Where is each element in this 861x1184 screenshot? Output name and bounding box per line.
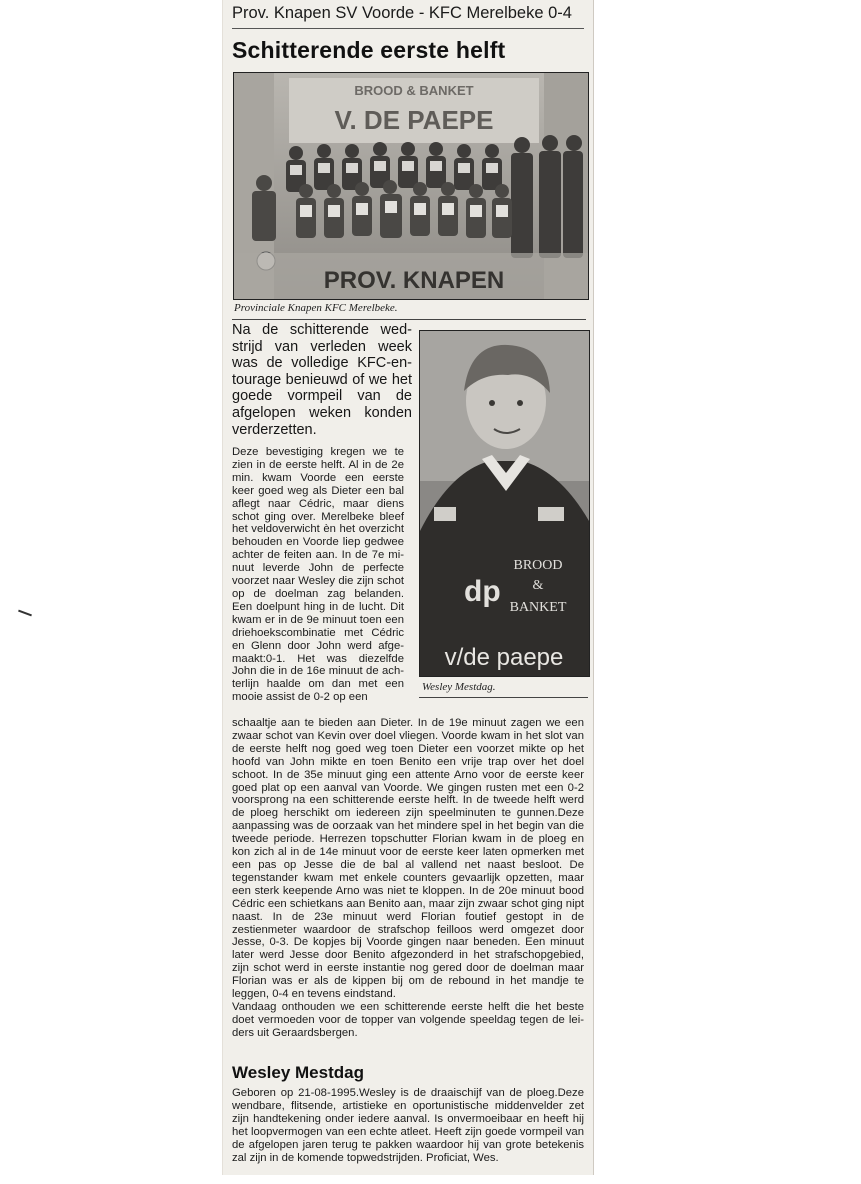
body-full-width xyxy=(232,717,584,1040)
team-photo-caption: Provinciale Knapen KFC Merelbeke. xyxy=(234,302,398,314)
closing-paragraph: Vandaag onthouden we een schitterende eerste helft die het beste doet vermoeden voor de topper van volgende speeldag tegen de leiders uit Geraardsbergen. xyxy=(232,1000,584,1039)
player-photo-caption: Wesley Mestdag. xyxy=(422,681,496,693)
body-column-text: Deze bevestiging kregen we te zien in de eerste helft. Al in de 2e min. kwam Voorde een eerste keer goed weg als Dieter een bal aflegt naar Cédric, maar diens schot ging over. Merelbeke bleef het veldoverwicht èn het overzicht behouden en Voorde liep gedwee achter de feiten aan. In de 7e minuut leverde John de perfecte voorzet naar Wesley die zijn schot op de doelman zag belanden. Een doelpunt hing in de lucht. Dit kwam er in de 9e minuut toen een driehoekscombinatie met Cédric en Glenn door John werd afgemaakt:0-1. Het was diezelfde John die in de 16e minuut de achterlijn haalde om dan met een mooie assist de 0-2 op een xyxy=(232,446,404,704)
profile-title: Wesley Mestdag xyxy=(232,1063,364,1082)
photo-bottom-text: PROV. KNAPEN xyxy=(323,267,505,294)
header-rule xyxy=(232,28,584,29)
caption-rule xyxy=(232,319,586,320)
shirt-text2: & xyxy=(532,578,544,593)
player-photo xyxy=(419,330,590,677)
article-header: Prov. Knapen SV Voorde - KFC Merelbeke 0-4 xyxy=(232,4,572,22)
lead-paragraph: Na de schitterende wedstrijd van verleden week was de volledige KFC-entourage benieuwd of we het goede vormpeil van de afgelopen weken konden verderzetten. xyxy=(232,322,412,438)
shirt-logo: dp xyxy=(464,575,501,608)
banner-line2: V. DE PAEPE xyxy=(334,105,494,135)
profile-text: Geboren op 21-08-1995.Wesley is de draaischijf van de ploeg.Deze wendbare, flitsende, artistieke en oportunistische middenvelder zet zijn handtekening onder iedere aanval. Is onvermoeibaar en heeft hij het loopvermogen van een echte atleet. Heeft zijn goede vormpeil van de afgelopen jaren terug te pakken waardoor hij van grote betekenis zal zijn in de komende topwedstrijden. Proficiat, Wes. xyxy=(232,1087,584,1164)
team-photo xyxy=(233,72,589,300)
shirt-text1: BROOD xyxy=(513,558,563,573)
player-photo-graphic xyxy=(420,331,589,676)
shirt-text3: BANKET xyxy=(509,600,567,615)
team-photo-graphic xyxy=(234,73,588,299)
body-paragraph: schaaltje aan te bieden aan Dieter. In de 19e minuut zagen we een zwaar schot van Kevin over doel vliegen. Voorde kwam in het slot van de eerste helft nog goed weg toen Dieter een voorzet mikte op het hoofd van John mikte en toen Benito een vrije trap over het doel schoot. In de 35e minuut ging een attente Arno voor de eerste keer goed plat op een aanval van Voorde. We gingen rusten met een 0-2 voorsprong na een schitterende eerste helft. In de tweede helft werd de ploeg herschikt om iedereen zijn speelminuten te gunnen.Deze aanpassing was de oorzaak van het mindere spel in het begin van die tweede periode. Herrezen topschutter Florian kwam in de ploeg en kon zich al in de 14e minuut voor de eerste keer laten opmerken met een pas op Jesse die de bal al vallend net naast besloot. De tegenstander kwam met enkele counters gevaarlijk opzetten, maar een sterk keepende Arno was niet te kloppen. In de 20e minuut bood Cédric een schietkans aan Benito aan, maar zijn zwaar schot ging nipt naast. In de 23e minuut werd Florian foutief gestopt in de zestienmeter waardoor de strafschop feilloos werd omgezet door Jesse, 0-3. De kopjes bij Voorde gingen naar beneden. Een minuut later werd Jesse door Benito afgezonderd in het strafschopgebied, zijn schot werd in eerste instantie nog gered door de doelman maar Florian was er als de kippen bij om de rebound in het mandje te leggen, 0-4 en tevens eindstand. xyxy=(232,717,584,1001)
scan-mark xyxy=(18,610,32,617)
headline: Schitterende eerste helft xyxy=(232,37,506,63)
shirt-bottom: v/de paepe xyxy=(444,644,564,671)
banner-line1: BROOD & BANKET xyxy=(354,83,474,98)
player-caption-rule xyxy=(419,697,588,698)
